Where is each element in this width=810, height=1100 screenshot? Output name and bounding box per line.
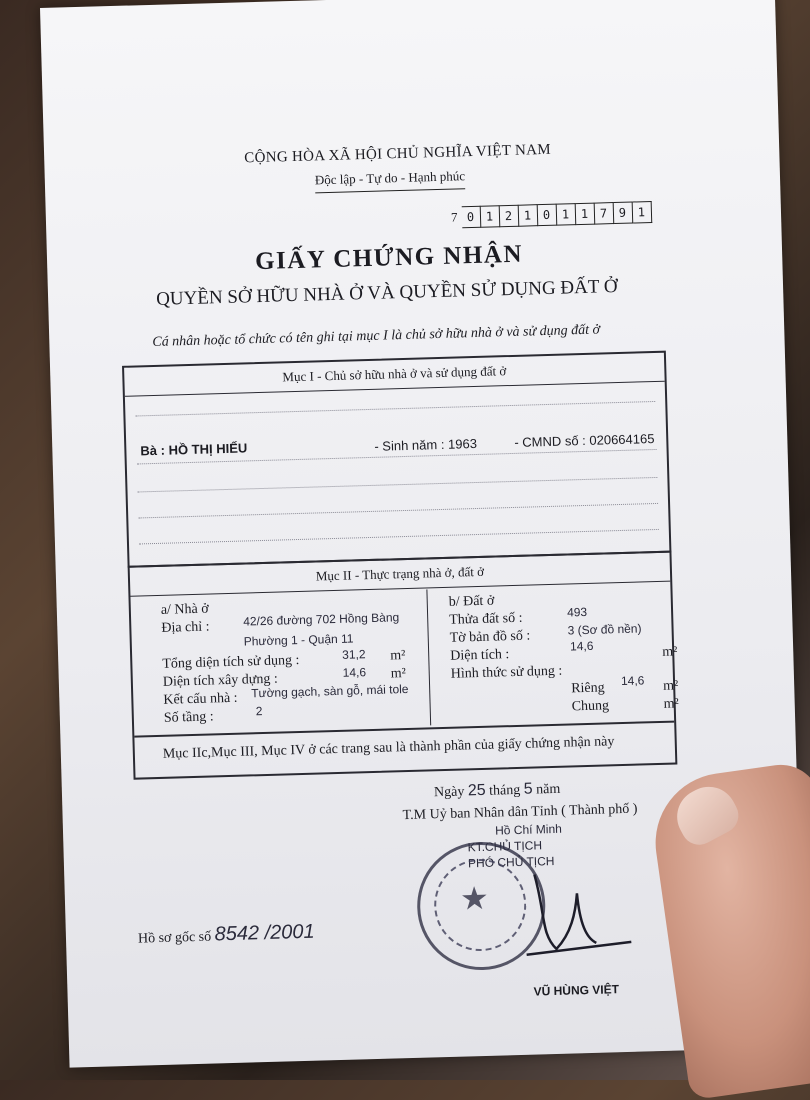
certificate-title: GIẤY CHỨNG NHẬN: [254, 240, 524, 276]
date-day: 25: [467, 781, 486, 800]
unit-m2: m²: [662, 678, 679, 694]
national-motto: Độc lập - Tự do - Hạnh phúc: [315, 168, 466, 193]
date-line: [434, 780, 561, 802]
private-label: Riêng: [571, 680, 605, 697]
serial-digit: 7: [594, 202, 614, 225]
serial-digit: 1: [518, 204, 538, 227]
signature: [514, 852, 637, 965]
private-value: 14,6: [620, 673, 645, 689]
structure-value: Tường gạch, sàn gỗ, mái tole: [251, 681, 409, 701]
date-month-label: tháng: [488, 782, 521, 799]
serial-digit: 0: [537, 204, 557, 227]
map-sheet-label: Tờ bản đồ số :: [449, 628, 531, 646]
section-2-box: [128, 551, 678, 780]
serial-digit: 1: [556, 203, 576, 226]
plot-label: Thửa đất số :: [449, 610, 523, 628]
section-1-heading: Mục I - Chủ sở hữu nhà ở và sử dụng đất ở: [124, 353, 665, 397]
certificate-subtitle: QUYỀN SỞ HỮU NHÀ Ở VÀ QUYỀN SỬ DỤNG ĐẤT Ở: [155, 275, 618, 310]
build-area-label: Diện tích xây dựng :: [162, 671, 278, 690]
owner-name: Bà : HỒ THỊ HIẾU: [140, 440, 248, 459]
dotted-line: [139, 529, 659, 545]
seal-star-icon: ★: [459, 879, 490, 917]
dotted-line: [135, 401, 655, 417]
serial-lead-digit: 7: [450, 209, 458, 225]
column-divider: [426, 589, 431, 725]
date-month: 5: [523, 780, 533, 798]
serial-digit: 9: [613, 202, 633, 225]
section-2-heading: Mục II - Thực trạng nhà ở, đất ở: [130, 553, 671, 597]
file-number-line: [138, 921, 315, 949]
serial-number: [451, 201, 652, 229]
unit-m2: m²: [390, 648, 406, 664]
signer-name: VŨ HÙNG VIỆT: [533, 982, 620, 999]
dotted-line: [138, 503, 658, 519]
plot-value: 493: [566, 604, 588, 620]
owner-id-card: - CMND số : 020664165: [514, 431, 655, 450]
date-year-label: năm: [535, 781, 561, 798]
unit-m2: m²: [662, 644, 678, 660]
footer-note: Mục IIc,Mục III, Mục IV ở các trang sau là thành phần của giấy chứng nhận này: [162, 734, 615, 762]
land-area-label: Diện tích :: [450, 647, 510, 664]
usage-form-label: Hình thức sử dụng :: [450, 663, 563, 682]
serial-digit: 1: [632, 201, 652, 224]
total-area-label: Tổng diện tích sử dụng :: [162, 653, 300, 672]
dotted-line: [138, 477, 658, 493]
national-header: CỘNG HÒA XÃ HỘI CHỦ NGHĨA VIỆT NAM: [244, 141, 552, 167]
shared-label: Chung: [571, 698, 610, 715]
structure-label: Kết cấu nhà :: [163, 690, 238, 708]
owner-birth-year: - Sinh năm : 1963: [374, 435, 478, 454]
certificate-intro: Cá nhân hoặc tổ chức có tên ghi tại mục I là chủ sở hữu nhà ở và sử dụng đất ở: [152, 322, 601, 350]
authority-city: Hồ Chí Minh: [494, 821, 563, 838]
land-header: b/ Đất ở: [448, 593, 495, 610]
address-label: Địa chỉ :: [161, 619, 210, 636]
unit-m2: m²: [390, 666, 407, 682]
serial-digit: 0: [461, 206, 481, 229]
file-number-label: Hồ sơ gốc số: [137, 929, 212, 947]
address-line-2: Phường 1 - Quận 11: [243, 631, 354, 649]
unit-m2: m²: [663, 696, 679, 712]
house-header: a/ Nhà ở: [160, 601, 209, 618]
date-day-label: Ngày: [433, 784, 465, 801]
build-area-value: 14,6: [342, 665, 367, 680]
role-vice-chair: PHÓ CHỦ TỊCH: [467, 853, 555, 871]
role-deputy: KT.CHỦ TỊCH: [467, 838, 543, 855]
total-area-value: 31,2: [341, 647, 366, 662]
serial-digit: 1: [575, 203, 595, 226]
serial-digit: 2: [499, 205, 519, 228]
map-sheet-value: 3 (Sơ đồ nền): [567, 621, 642, 638]
serial-digit: 1: [480, 205, 500, 228]
section-1-box: [122, 351, 671, 568]
floors-label: Số tầng :: [163, 709, 214, 726]
authority: T.M Uỷ ban Nhân dân Tỉnh ( Thành phố ): [402, 801, 638, 824]
file-number-value: 8542 /2001: [214, 920, 315, 946]
land-area-value: 14,6: [569, 638, 594, 654]
floors-value: 2: [255, 704, 263, 719]
address-line-1: 42/26 đường 702 Hồng Bàng: [243, 610, 400, 629]
